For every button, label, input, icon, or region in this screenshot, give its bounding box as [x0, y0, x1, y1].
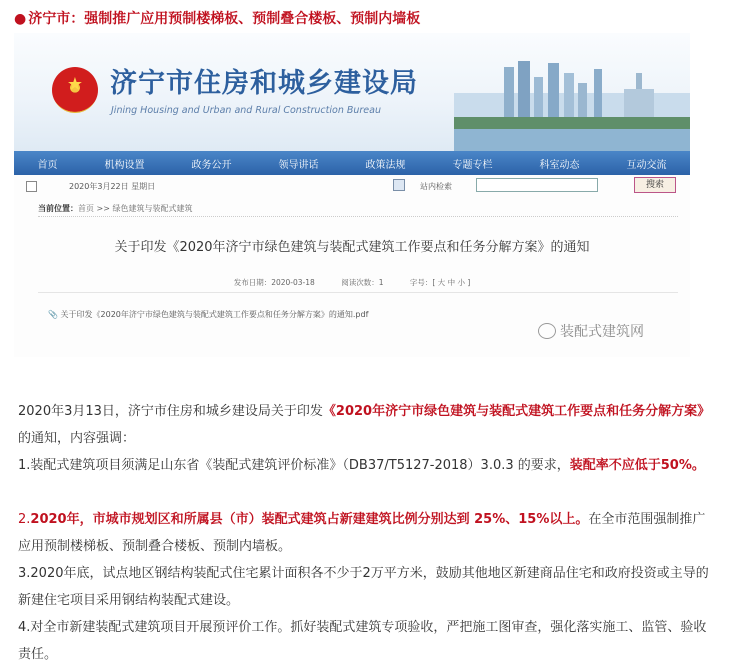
view-count: 阅读次数：1 [341, 278, 384, 287]
breadcrumb [38, 203, 193, 214]
bureau-name-en: Jining Housing and Urban and Rural Construction Bureau [111, 105, 381, 116]
nav-item[interactable]: 机构设置 [104, 159, 145, 171]
article-body [18, 398, 716, 668]
font-size-control[interactable]: 字号：[ 大 中 小 ] [409, 278, 471, 287]
national-emblem-icon: ★ [52, 67, 98, 113]
divider [38, 292, 678, 293]
nav-item[interactable]: 互动交流 [626, 159, 667, 171]
paragraph-2 [18, 506, 716, 560]
paragraph-intro [18, 398, 716, 452]
intro-tail: 的通知，内容强调： [18, 431, 136, 446]
point1-highlight: 装配率不应低于50%。 [569, 458, 705, 473]
paragraph-1 [18, 452, 716, 506]
watermark: 装配式建筑网 [560, 324, 644, 340]
point2-text: 在全市范围强制推广应用预制楼梯板、预制叠合楼板、预制内墙板。 [18, 512, 706, 554]
point1-text: 1.装配式建筑项目须满足山东省《装配式建筑评价标准》（DB37/T5127-2018）3.0.3 的要求， [18, 458, 570, 473]
nav-item[interactable]: 专题专栏 [452, 159, 493, 171]
city-skyline-image [454, 33, 690, 151]
article-headline [14, 8, 420, 28]
attachment-link[interactable]: 📎 关于印发《2020年济宁市绿色建筑与装配式建筑工作要点和任务分解方案》的通知.pdf [48, 310, 369, 319]
nav-item[interactable]: 政务公开 [191, 159, 232, 171]
document-meta [14, 277, 690, 288]
publish-date: 发布日期：2020-03-18 [233, 278, 315, 287]
divider [38, 216, 678, 217]
bureau-name: 济宁市住房和城乡建设局 [110, 68, 418, 99]
nav-item[interactable]: 科室动态 [539, 159, 580, 171]
paragraph-4: 4.对全市新建装配式建筑项目开展预评价工作。抓好装配式建筑专项验收，严把施工图审查，强化落实施工、监管、验收责任。 [18, 620, 707, 662]
nav-item[interactable]: 领导讲话 [278, 159, 319, 171]
point2-number: 2. [18, 512, 31, 527]
search-button[interactable]: 搜索 [634, 177, 676, 193]
search-input[interactable] [476, 178, 598, 192]
breadcrumb-path[interactable]: 首页 >> 绿色建筑与装配式建筑 [78, 204, 193, 213]
embedded-screenshot [14, 33, 690, 357]
nav-item[interactable]: 政策法规 [365, 159, 406, 171]
intro-highlight: 《2020年济宁市绿色建筑与装配式建筑工作要点和任务分解方案》 [322, 404, 711, 419]
point2-highlight: 2020年，市城市规划区和所属县（市）装配式建筑占新建建筑比例分别达到 25%、15%以上。 [30, 512, 589, 527]
attachment-name[interactable]: 关于印发《2020年济宁市绿色建筑与装配式建筑工作要点和任务分解方案》的通知.pdf [60, 310, 369, 319]
calendar-icon [26, 181, 37, 192]
main-nav [14, 151, 690, 175]
document-title: 关于印发《2020年济宁市绿色建筑与装配式建筑工作要点和任务分解方案》的通知 [114, 240, 590, 255]
search-icon [393, 179, 405, 191]
wechat-icon [538, 323, 556, 339]
headline-text: 济宁市：强制推广应用预制楼梯板、预制叠合楼板、预制内墙板 [28, 11, 421, 27]
bullet-icon: ● [14, 11, 27, 27]
site-toolbar [14, 175, 690, 197]
paragraph-3: 3.2020年底，试点地区钢结构装配式住宅累计面积各不少于2万平方米，鼓励其他地区新建商品住宅和政府投资或主导的新建住宅项目采用钢结构装配式建设。 [18, 566, 709, 608]
nav-item[interactable]: 首页 [37, 159, 58, 171]
intro-text: 2020年3月13日，济宁市住房和城乡建设局关于印发 [18, 404, 323, 419]
site-banner [14, 33, 690, 151]
breadcrumb-label: 当前位置： [38, 204, 78, 213]
current-date: 2020年3月22日 星期日 [69, 182, 156, 191]
search-label: 站内检索 [420, 182, 452, 191]
